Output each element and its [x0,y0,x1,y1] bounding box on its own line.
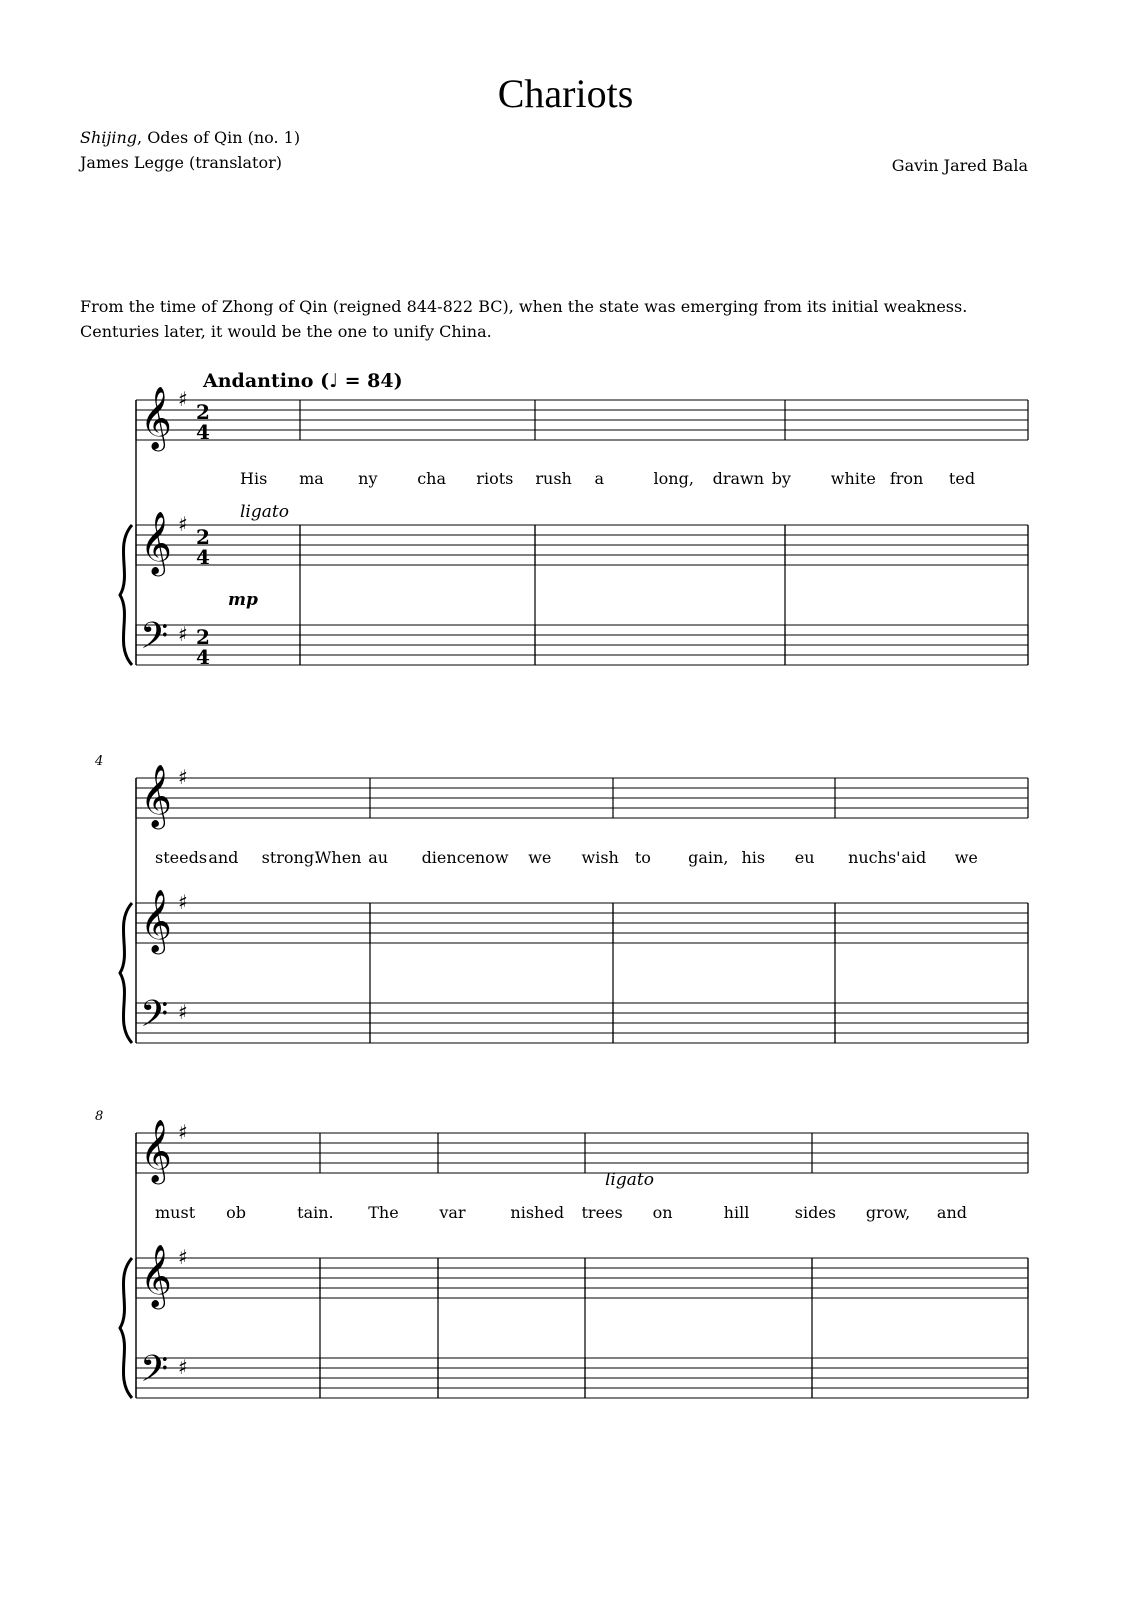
lyric-syllable: grow, [865,1203,911,1222]
lyric-syllable: ted [948,469,976,488]
key-signature-sharp: ♯ [178,387,188,411]
lyric-syllable: The [368,1203,399,1222]
key-signature-sharp: ♯ [178,512,188,536]
time-signature-bottom: 4 [196,645,210,669]
piano-brace [120,525,132,665]
key-signature-sharp: ♯ [178,1000,188,1024]
lyric-syllable: riots [476,469,514,488]
key-signature-sharp: ♯ [178,1245,188,1269]
treble-clef: 𝄞 [140,511,172,574]
lyric-syllable: nished [510,1203,565,1222]
dynamic-mark: mp [228,590,258,610]
lyric-syllable: drawn [712,469,765,488]
lyric-syllable: His [240,469,268,488]
key-signature-sharp: ♯ [178,1120,188,1144]
bass-clef: 𝄢 [140,1348,169,1399]
expression-ligato-1: ligato [240,502,289,522]
lyric-syllable: au [368,848,389,867]
lyric-syllable: When [314,848,362,867]
lyric-syllable: dience [421,848,476,867]
lyric-syllable: nuchs' [848,848,901,867]
system-1 [120,386,1028,669]
preface-line-2: Centuries later, it would be the one to unify China. [80,322,492,341]
page-title: Chariots [497,71,634,116]
lyric-syllable: ny [358,469,378,488]
lyric-syllable: and [936,1203,968,1222]
staff-layer [120,386,1028,1399]
lyric-syllable: a [594,469,605,488]
key-signature-sharp: ♯ [178,890,188,914]
source-work: Shijing [80,128,138,147]
key-signature-sharp: ♯ [178,622,188,646]
lyric-syllable: must [155,1203,196,1222]
lyric-syllable: var [439,1203,466,1222]
key-signature-sharp: ♯ [178,765,188,789]
source-detail: , Odes of Qin (no. 1) [137,128,301,147]
time-signature-bottom: 4 [196,545,210,569]
treble-clef: 𝄞 [140,1244,172,1307]
treble-8-clef: 𝄞 [140,386,172,449]
lyric-syllable: on [652,1203,673,1222]
lyric-syllable: white [830,469,876,488]
lyric-syllable: tain. [297,1203,334,1222]
lyric-syllable: by [771,469,791,488]
system-3 [120,1119,1028,1399]
piano-brace [120,903,132,1043]
lyric-syllable: steeds [155,848,208,867]
lyric-syllable: we [528,848,552,867]
lyric-syllable: we [954,848,978,867]
lyric-syllable: wish [581,848,619,867]
time-signature-top: 2 [196,525,210,549]
translator-line: James Legge (translator) [80,153,283,172]
lyric-syllable: ob [226,1203,246,1222]
lyric-syllable: his [741,848,766,867]
lyric-syllable: eu [794,848,815,867]
time-signature-bottom: 4 [196,420,210,444]
lyric-syllable: ma [299,469,324,488]
measure-number-4: 4 [95,754,104,769]
measure-number-8: 8 [95,1109,104,1124]
preface-line-1: From the time of Zhong of Qin (reigned 844-822 BC), when the state was emerging from its initial weakness. [80,297,968,316]
time-signature-top: 2 [196,625,210,649]
key-signature-sharp: ♯ [178,1355,188,1379]
composer-line: Gavin Jared Bala [891,156,1028,175]
bass-clef: 𝄢 [140,993,169,1044]
lyric-syllable: cha [417,469,447,488]
lyric-syllable: now [474,848,509,867]
lyric-syllable: gain, [688,848,729,867]
treble-8-clef: 𝄞 [140,764,172,827]
tempo-marking: Andantino (♩ = 84) [203,370,403,392]
time-signature-top: 2 [196,400,210,424]
lyric-syllable: trees [581,1203,623,1222]
lyric-syllable: strong. [261,848,320,867]
lyric-syllable: rush [535,469,572,488]
lyric-syllable: fron [889,469,924,488]
lyric-layer [155,469,978,1222]
lyric-syllable: aid [901,848,927,867]
piano-brace [120,1258,132,1398]
treble-clef: 𝄞 [140,889,172,952]
lyric-syllable: long, [653,469,694,488]
lyric-syllable: and [208,848,239,867]
lyric-syllable: sides [794,1203,836,1222]
system-2 [120,764,1028,1044]
lyric-syllable: to [634,848,651,867]
lyric-syllable: hill [723,1203,750,1222]
bass-clef: 𝄢 [140,615,169,666]
expression-ligato-2: ligato [605,1170,654,1190]
treble-8-clef: 𝄞 [140,1119,172,1182]
